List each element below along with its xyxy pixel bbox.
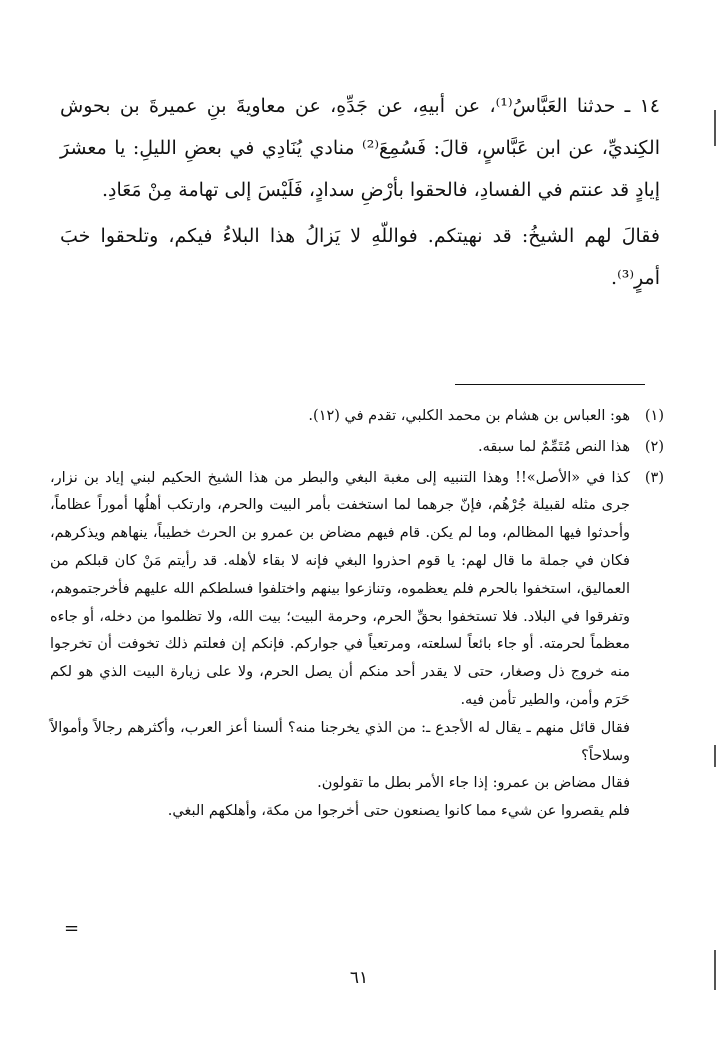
footnote-text: فقال مضاض بن عمرو: إذا جاء الأمر بطل ما تقولون. xyxy=(317,775,630,792)
scan-edge-mark xyxy=(714,745,716,767)
main-text xyxy=(60,85,660,299)
hadith-paragraph: فقالَ لهم الشيخُ: قد نهيتكم. فواللّهِ لا يَزالُ هذا البلاءُ فيكم، وتلحقوا خبَ أمرٍ⁽³⁾. xyxy=(60,225,660,289)
hadith-paragraph: ١٤ ـ حدثنا العَبَّاسُ⁽¹⁾، عن أبيهِ، عن جَدِّهِ، عن معاويةَ بنِ عميرةَ بن بحوش الكِنديِّ، عن ابن عَبَّاسٍ، قالَ: فَسُمِعَ⁽²⁾ منادي يُنَادِي في بعضِ الليلِ: يا معشرَ إيادٍ قد عنتم في الفسادِ، فالحقوا بأرْضِ سدادٍ، فَلَيْسَ إلى تهامة مِنْ مَعَادِ. xyxy=(60,95,660,201)
footnote xyxy=(50,403,664,431)
scan-edge-mark xyxy=(714,110,716,146)
footnote-text: فقال قائل منهم ـ يقال له الأجدع ـ: من الذي يخرجنا منه؟ ألسنا أعز العرب، وأكثرهم رجالاً وأموالاً وسلاحاً؟ xyxy=(50,719,630,764)
footnote-number: (١) xyxy=(644,408,664,424)
footnote-separator xyxy=(455,384,645,385)
footnote-text: هو: العباس بن هشام بن محمد الكلبي، تقدم في (١٢). xyxy=(308,408,630,424)
continuation-mark: = xyxy=(64,918,80,939)
footnote xyxy=(50,434,664,462)
footnote xyxy=(50,465,664,826)
footnote-text: هذا النص مُتَمِّمٌ لما سبقه. xyxy=(478,438,630,455)
footnotes xyxy=(50,403,664,826)
footnote-number: (٢) xyxy=(644,438,664,455)
footnote-text: كذا في «الأصل»!! وهذا التنبيه إلى مغبة البغي والبطر من هذا الشيخ الحكيم لبني إياد بن نزار، جرى مثله لقبيلة جُرْهُم، فإنّ جرهما لما استخفت بأمر البيت والحرم، وارتكب أهلُها أموراً عظاماً، وأحدثوا فيها المظالم، وما لم يكن. قام فيهم مضاض بن عمرو بن الحرث خطيباً، ينهاهم ويذكرهم، فكان في جملة ما قال لهم: يا قوم احذروا البغي فإنه لا بقاء لأهله. قد رأيتم مَنْ كان قبلكم من العماليق، استخفوا بالحرم فلم يعظموه، وتنازعوا بينهم واختلفوا فسلطكم الله عليهم فأخرجتموهم، وتفرقوا في البلاد. فلا تستخفوا بحقِّ الحرم، وحرمة البيت؛ بيت الله، ولا تظلموا من دخله، أو جاءه معظماً لحرمته. أو جاء بائعاً لسلعته، ومرتعياً في جواركم. فإنكم إن فعلتم ذلك تخوفت أن تخرجوا منه خروج ذل وصغار، حتى لا يقدر أحد منكم أن يصل الحرم، ولا على زيارة البيت الذي هو لكم حَرَم وأمن، والطير تأمن فيه. xyxy=(50,469,630,708)
page-number: ٦١ xyxy=(349,968,369,988)
scan-edge-mark xyxy=(714,950,716,990)
footnote-number: (٣) xyxy=(644,469,664,486)
footnote-text: فلم يقصروا عن شيء مما كانوا يصنعون حتى أخرجوا من مكة، وأهلكهم البغي. xyxy=(167,803,630,820)
